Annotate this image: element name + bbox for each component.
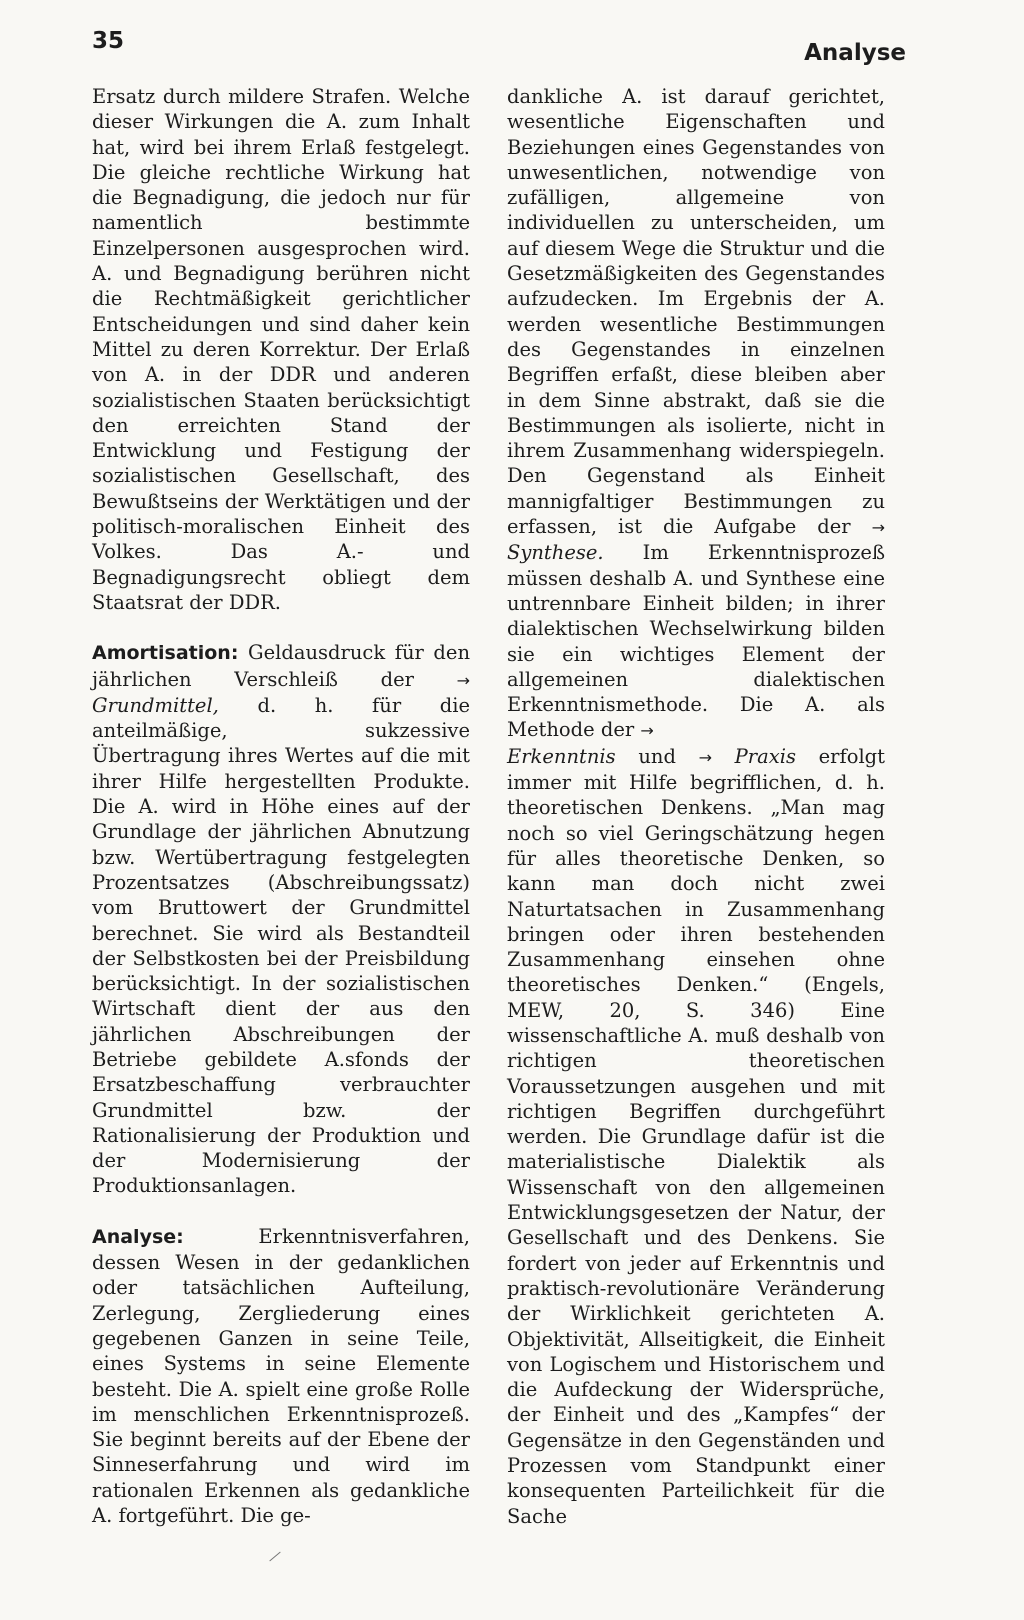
amortisation-text-2: d. h. für die anteilmäßige, sukzessive Übertragung ihres Wertes auf die mit ihrer Hilfe hergestellten Produkte. Die A. wird in Höhe eines auf der Grundlage der jährlichen Abnutzung bzw. Wertübertragung festgelegten Prozentsatzes (Abschreibungssatz) vom Bruttowert der Grundmittel berechnet. Sie wird als Bestandteil der Selbstkosten bei der Preisbildung berücksichtigt. In der sozialistischen Wirtschaft dient der aus den jährlichen Abschreibungen der Betriebe gebildete A.sfonds der Ersatzbeschaffung verbrauchter Grundmittel bzw. der Rationalisierung der Produktion und der Modernisierung der Produktionsanlagen. — [92, 693, 470, 1198]
cross-reference-erkenntnis: Erkenntnis — [507, 744, 616, 768]
analyse-text-4: erfolgt immer mit Hilfe begrifflichen, d. h. theoretischen Denkens. „Man mag noch so viel Geringschätzung hegen für alles theoretische Denken, so kann man doch nicht zwei Naturtatsachen in Zusammenhang bringen oder ihren bestehenden Zusammenhang einsehen ohne theoretisches Denken.“ (Engels, MEW, 20, S. 346) Eine wissenschaftliche A. muß deshalb von richtigen theoretischen Voraussetzungen ausgehen und mit richtigen Begriffen durchgeführt werden. Die Grundlage dafür ist die materialistische Dialektik als Wissenschaft von den allgemeinen Entwicklungsgesetzen der Natur, der Gesellschaft und des Denkens. Sie fordert von jeder auf Erkenntnis und praktisch-revolutionäre Veränderung der Wirklichkeit gerichteten A. Objektivität, Allseitigkeit, die Einheit von Logischem und Historischem und die Aufdeckung der Widersprüche, der Einheit und des „Kampfes“ der Gegensätze in den Gegenständen und Prozessen vom Standpunkt einer konsequenten Parteilichkeit für die Sache — [507, 744, 885, 1528]
page-number: 35 — [92, 28, 125, 54]
right-column — [507, 84, 885, 1529]
cross-reference-synthese: Synthese. — [507, 541, 604, 565]
analyse-text-2: Im Erkenntnisprozeß müssen deshalb A. und Synthese eine untrennbare Einheit bilden; in ihrer dialektischen Wechselwirkung bilden sie ein wichtiges Element der allgemeinen dialektischen Erkenntnismethode. Die A. als Methode der — [507, 541, 885, 742]
headword-amortisation: Amortisation: — [92, 642, 239, 665]
analyse-continuation — [507, 84, 885, 1529]
entry-analyse — [92, 1224, 470, 1529]
cross-reference-grundmittel: Grundmittel, — [92, 693, 219, 717]
cross-reference-arrow-icon: → — [456, 670, 470, 690]
left-column — [92, 84, 470, 1528]
cross-reference-praxis: Praxis — [734, 744, 796, 768]
cross-reference-arrow-icon: → — [698, 747, 712, 767]
analyse-text-1: dankliche A. ist darauf gerichtet, wesentliche Eigenschaften und Beziehungen eines Gegenstandes von unwesentlichen, notwendige von zufälligen, allgemeine von individuellen zu unterscheiden, um auf diesem Wege die Struktur und die Gesetzmäßigkeiten des Gegenstandes aufzudecken. Im Ergebnis der A. werden wesentliche Bestimmungen des Gegenstandes in einzelnen Begriffen erfaßt, diese bleiben aber in dem Sinne abstrakt, daß sie die Bestimmungen als isolierte, nicht in ihrem Zusammenhang widerspiegeln. Den Gegenstand als Einheit mannigfaltiger Bestimmungen zu erfassen, ist die Aufgabe der — [507, 85, 885, 539]
analyse-text: Erkenntnisverfahren, dessen Wesen in der gedanklichen oder tatsächlichen Aufteilung, Zerlegung, Zergliederung eines gegebenen Ganzen in seine Teile, eines Systems in seine Elemente besteht. Die A. spielt eine große Rolle im menschlichen Erkenntnisprozeß. Sie beginnt bereits auf der Ebene der Sinneserfahrung und wird im rationalen Erkennen als gedankliche A. fortgeführt. Die ge- — [92, 1224, 470, 1528]
cross-reference-arrow-icon: → — [871, 518, 885, 538]
stray-pen-mark — [269, 1552, 280, 1562]
headword-analyse: Analyse: — [92, 1225, 184, 1248]
amnestie-continuation: Ersatz durch mildere Strafen. Welche dieser Wirkungen die A. zum Inhalt hat, wird bei ihrem Erlaß festgelegt. Die gleiche rechtliche Wirkung hat die Begnadigung, die jedoch nur für namentlich bestimmte Einzelpersonen ausgesprochen wird. A. und Begnadigung berühren nicht die Rechtmäßigkeit gerichtlicher Entscheidungen und sind daher kein Mittel zu deren Korrektur. Der Erlaß von A. in der DDR und anderen sozialistischen Staaten berücksichtigt den erreichten Stand der Entwicklung und Festigung der sozialistischen Gesellschaft, des Bewußtseins der Werktätigen und der politisch-moralischen Einheit des Volkes. Das A.- und Begnadigungsrecht obliegt dem Staatsrat der DDR. — [92, 85, 470, 614]
analyse-text-3: und — [615, 744, 699, 768]
amortisation-text-1: Geldausdruck für den jährlichen Verschleiß der — [92, 641, 470, 691]
cross-reference-arrow-icon: → — [640, 721, 654, 741]
running-head: Analyse — [804, 40, 906, 66]
entry-amortisation — [92, 640, 470, 1199]
